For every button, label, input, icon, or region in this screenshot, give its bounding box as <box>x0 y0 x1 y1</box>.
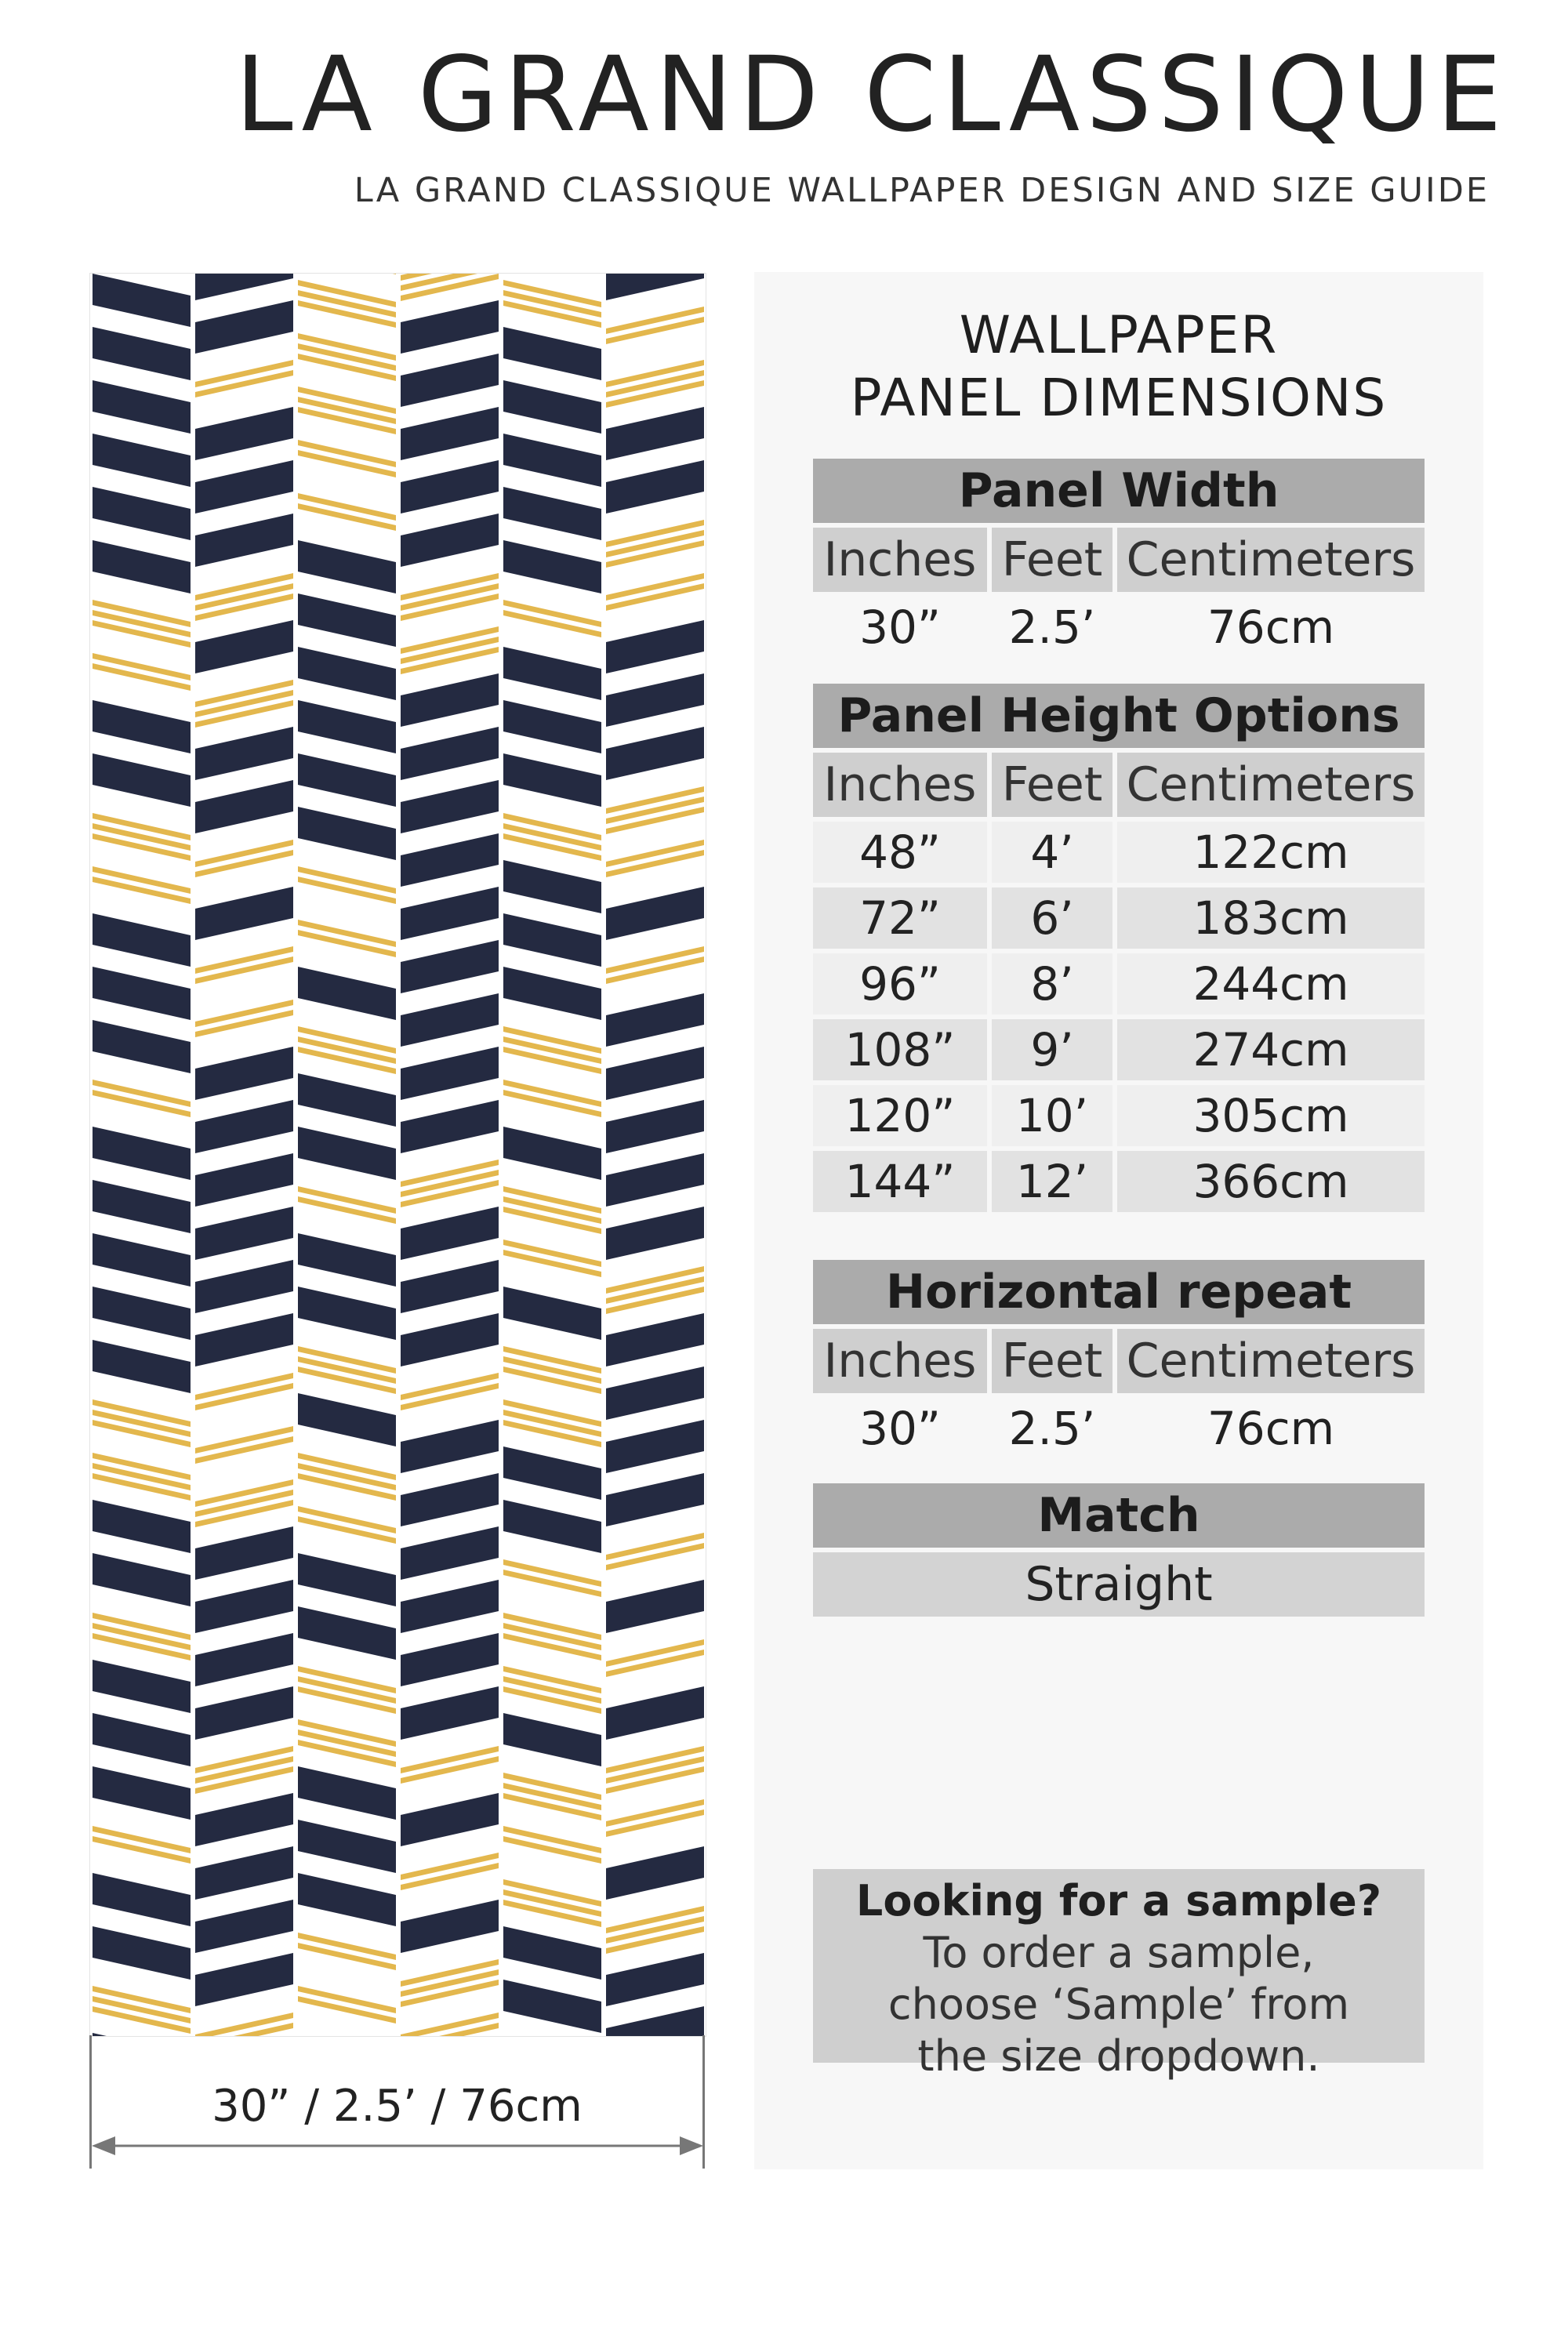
navy-chevron-stripe <box>606 2006 704 2036</box>
column-header-row <box>813 753 1425 817</box>
col-inches: Inches <box>813 753 987 817</box>
navy-chevron-stripe <box>298 1127 396 1180</box>
navy-chevron-stripe <box>503 1127 601 1180</box>
navy-chevron-stripe <box>93 1287 191 1340</box>
navy-chevron-stripe <box>401 1900 499 1953</box>
navy-chevron-stripe <box>195 1686 293 1740</box>
height-feet: 6’ <box>992 887 1112 949</box>
navy-chevron-stripe <box>298 967 396 1020</box>
col-inches: Inches <box>813 1329 987 1393</box>
height-inches: 120” <box>813 1085 987 1146</box>
navy-chevron-stripe <box>401 780 499 833</box>
col-feet: Feet <box>992 1329 1112 1393</box>
navy-chevron-stripe <box>93 1180 191 1233</box>
navy-chevron-stripe <box>401 1526 499 1580</box>
brand-subtitle: LA GRAND CLASSIQUE WALLPAPER DESIGN AND SIZE GUIDE <box>354 171 1490 210</box>
navy-chevron-stripe <box>503 327 601 380</box>
table-row <box>813 1085 1425 1146</box>
navy-chevron-stripe <box>503 1287 601 1340</box>
navy-chevron-stripe <box>401 1633 499 1686</box>
navy-chevron-stripe <box>93 274 191 327</box>
match-heading: Match <box>813 1483 1425 1548</box>
gold-chevron-stripe <box>195 2013 293 2036</box>
col-centimeters: Centimeters <box>1117 528 1425 592</box>
navy-chevron-stripe <box>401 1793 499 1846</box>
width-centimeters: 76cm <box>1207 601 1335 654</box>
height-options-table <box>813 684 1425 1212</box>
navy-chevron-stripe <box>606 1153 704 1207</box>
navy-chevron-stripe <box>93 1766 191 1820</box>
navy-chevron-stripe <box>93 434 191 487</box>
table-row <box>813 953 1425 1014</box>
navy-chevron-stripe <box>606 1207 704 1260</box>
height-feet: 9’ <box>992 1019 1112 1080</box>
navy-chevron-stripe <box>93 380 191 434</box>
navy-chevron-stripe <box>401 833 499 887</box>
horizontal-repeat-table <box>813 1260 1425 1459</box>
height-centimeters: 274cm <box>1117 1019 1425 1080</box>
navy-chevron-stripe <box>298 1766 396 1820</box>
navy-chevron-stripe <box>503 1446 601 1500</box>
sample-title: Looking for a sample? <box>855 1876 1382 1926</box>
col-feet: Feet <box>992 753 1112 817</box>
repeat-feet: 2.5’ <box>1008 1402 1096 1455</box>
navy-chevron-stripe <box>93 487 191 540</box>
navy-chevron-stripe <box>93 1660 191 1713</box>
col-centimeters: Centimeters <box>1117 753 1425 817</box>
navy-chevron-stripe <box>195 1580 293 1633</box>
navy-chevron-stripe <box>298 593 396 647</box>
navy-chevron-stripe <box>606 1473 704 1526</box>
wallpaper-pattern-preview <box>89 273 706 2037</box>
navy-chevron-stripe <box>503 540 601 593</box>
brand-title: LA GRAND CLASSIQUE <box>235 34 1508 155</box>
navy-chevron-stripe <box>93 1553 191 1606</box>
navy-chevron-stripe <box>195 274 293 300</box>
gold-chevron-stripe <box>401 2013 499 2036</box>
navy-chevron-stripe <box>195 1846 293 1900</box>
navy-chevron-stripe <box>401 1686 499 1740</box>
navy-chevron-stripe <box>298 1073 396 1127</box>
navy-chevron-stripe <box>298 1873 396 1926</box>
navy-chevron-stripe <box>401 1047 499 1100</box>
navy-chevron-stripe <box>401 1100 499 1153</box>
table-row <box>813 1019 1425 1080</box>
navy-chevron-stripe <box>606 1580 704 1633</box>
navy-chevron-stripe <box>298 1820 396 1873</box>
navy-chevron-stripe <box>606 1420 704 1473</box>
navy-chevron-stripe <box>401 407 499 460</box>
navy-chevron-stripe <box>195 1793 293 1846</box>
height-feet: 10’ <box>992 1085 1112 1146</box>
navy-chevron-stripe <box>503 647 601 700</box>
navy-chevron-stripe <box>195 780 293 833</box>
sample-info-box <box>813 1869 1425 2081</box>
repeat-inches: 30” <box>859 1402 941 1455</box>
sample-line-1: To order a sample, <box>923 1928 1315 1977</box>
navy-chevron-stripe <box>606 460 704 514</box>
height-inches: 48” <box>813 822 987 883</box>
navy-chevron-stripe <box>606 1686 704 1740</box>
herringbone-pattern <box>90 274 706 2036</box>
navy-chevron-stripe <box>401 1260 499 1313</box>
horizontal-repeat-values <box>813 1398 1425 1459</box>
navy-chevron-stripe <box>298 540 396 593</box>
navy-chevron-stripe <box>195 1100 293 1153</box>
navy-chevron-stripe <box>195 1047 293 1100</box>
navy-chevron-stripe <box>401 1207 499 1260</box>
navy-chevron-stripe <box>606 274 704 300</box>
navy-chevron-stripe <box>93 1500 191 1553</box>
navy-chevron-stripe <box>93 1020 191 1073</box>
navy-chevron-stripe <box>93 1127 191 1180</box>
navy-chevron-stripe <box>401 1473 499 1526</box>
panel-dimensions-card <box>754 272 1483 2169</box>
navy-chevron-stripe <box>298 1233 396 1287</box>
navy-chevron-stripe <box>503 1980 601 2033</box>
navy-chevron-stripe <box>606 1846 704 1900</box>
navy-chevron-stripe <box>298 753 396 807</box>
height-centimeters: 366cm <box>1117 1151 1425 1212</box>
height-centimeters: 122cm <box>1117 822 1425 883</box>
navy-chevron-stripe <box>503 860 601 913</box>
height-feet: 12’ <box>992 1151 1112 1212</box>
navy-chevron-stripe <box>195 1260 293 1313</box>
navy-chevron-stripe <box>606 407 704 460</box>
navy-chevron-stripe <box>606 887 704 940</box>
panel-width-table <box>813 459 1425 658</box>
navy-chevron-stripe <box>195 620 293 673</box>
navy-chevron-stripe <box>401 727 499 780</box>
navy-chevron-stripe <box>195 1633 293 1686</box>
navy-chevron-stripe <box>93 700 191 753</box>
navy-chevron-stripe <box>503 913 601 967</box>
navy-chevron-stripe <box>503 700 601 753</box>
navy-chevron-stripe <box>503 1713 601 1766</box>
navy-chevron-stripe <box>606 620 704 673</box>
navy-chevron-stripe <box>503 967 601 1020</box>
navy-chevron-stripe <box>195 1526 293 1580</box>
navy-chevron-stripe <box>93 327 191 380</box>
table-row <box>813 822 1425 883</box>
height-inches: 96” <box>813 953 987 1014</box>
navy-chevron-stripe <box>606 673 704 727</box>
height-inches: 144” <box>813 1151 987 1212</box>
navy-chevron-stripe <box>195 887 293 940</box>
height-inches: 108” <box>813 1019 987 1080</box>
navy-chevron-stripe <box>503 380 601 434</box>
navy-chevron-stripe <box>606 1953 704 2006</box>
navy-chevron-stripe <box>401 1313 499 1367</box>
navy-chevron-stripe <box>401 354 499 407</box>
navy-chevron-stripe <box>401 1580 499 1633</box>
height-options-heading: Panel Height Options <box>813 684 1425 748</box>
sample-line-3: the size dropdown. <box>917 2031 1320 2081</box>
navy-chevron-stripe <box>93 1926 191 1980</box>
height-feet: 4’ <box>992 822 1112 883</box>
navy-chevron-stripe <box>298 647 396 700</box>
navy-chevron-stripe <box>195 1900 293 1953</box>
col-inches: Inches <box>813 528 987 592</box>
table-row <box>813 1151 1425 1212</box>
col-feet: Feet <box>992 528 1112 592</box>
card-title-line-1: WALLPAPER <box>959 305 1279 365</box>
navy-chevron-stripe <box>195 1313 293 1367</box>
navy-chevron-stripe <box>503 1500 601 1553</box>
navy-chevron-stripe <box>606 993 704 1047</box>
card-title-line-2: PANEL DIMENSIONS <box>850 368 1388 428</box>
navy-chevron-stripe <box>401 514 499 567</box>
navy-chevron-stripe <box>195 1153 293 1207</box>
height-centimeters: 305cm <box>1117 1085 1425 1146</box>
navy-chevron-stripe <box>401 940 499 993</box>
navy-chevron-stripe <box>606 1313 704 1367</box>
navy-chevron-stripe <box>606 727 704 780</box>
navy-chevron-stripe <box>93 1873 191 1926</box>
navy-chevron-stripe <box>195 460 293 514</box>
sample-line-2: choose ‘Sample’ from <box>887 1980 1350 2029</box>
height-centimeters: 183cm <box>1117 887 1425 949</box>
navy-chevron-stripe <box>401 993 499 1047</box>
navy-chevron-stripe <box>606 1100 704 1153</box>
match-value: Straight <box>813 1552 1425 1617</box>
navy-chevron-stripe <box>93 967 191 1020</box>
navy-chevron-stripe <box>503 487 601 540</box>
navy-chevron-stripe <box>503 434 601 487</box>
horizontal-repeat-heading: Horizontal repeat <box>813 1260 1425 1324</box>
navy-chevron-stripe <box>195 407 293 460</box>
navy-chevron-stripe <box>298 700 396 753</box>
navy-chevron-stripe <box>93 2033 191 2036</box>
navy-chevron-stripe <box>93 913 191 967</box>
navy-chevron-stripe <box>503 753 601 807</box>
panel-width-values <box>813 597 1425 658</box>
navy-chevron-stripe <box>93 1233 191 1287</box>
navy-chevron-stripe <box>195 1207 293 1260</box>
navy-chevron-stripe <box>298 1393 396 1446</box>
column-header-row <box>813 528 1425 592</box>
height-centimeters: 244cm <box>1117 953 1425 1014</box>
col-centimeters: Centimeters <box>1117 1329 1425 1393</box>
navy-chevron-stripe <box>503 1926 601 1980</box>
navy-chevron-stripe <box>195 514 293 567</box>
width-dimension-arrow <box>92 2134 703 2158</box>
navy-chevron-stripe <box>195 300 293 354</box>
navy-chevron-stripe <box>401 673 499 727</box>
panel-width-label: 30” / 2.5’ / 76cm <box>212 2081 583 2132</box>
column-header-row <box>813 1329 1425 1393</box>
panel-width-heading: Panel Width <box>813 459 1425 523</box>
navy-chevron-stripe <box>298 1606 396 1660</box>
repeat-centimeters: 76cm <box>1207 1402 1335 1455</box>
navy-chevron-stripe <box>401 460 499 514</box>
table-row <box>813 887 1425 949</box>
navy-chevron-stripe <box>401 1420 499 1473</box>
navy-chevron-stripe <box>606 1047 704 1100</box>
navy-chevron-stripe <box>93 753 191 807</box>
navy-chevron-stripe <box>298 807 396 860</box>
navy-chevron-stripe <box>401 887 499 940</box>
width-inches: 30” <box>859 601 941 654</box>
navy-chevron-stripe <box>606 1367 704 1420</box>
navy-chevron-stripe <box>195 1953 293 2006</box>
navy-chevron-stripe <box>93 1713 191 1766</box>
height-feet: 8’ <box>992 953 1112 1014</box>
navy-chevron-stripe <box>93 1340 191 1393</box>
width-feet: 2.5’ <box>1008 601 1096 654</box>
navy-chevron-stripe <box>93 540 191 593</box>
navy-chevron-stripe <box>298 1553 396 1606</box>
navy-chevron-stripe <box>195 727 293 780</box>
height-inches: 72” <box>813 887 987 949</box>
match-table <box>813 1483 1425 1617</box>
navy-chevron-stripe <box>298 1287 396 1340</box>
navy-chevron-stripe <box>401 300 499 354</box>
